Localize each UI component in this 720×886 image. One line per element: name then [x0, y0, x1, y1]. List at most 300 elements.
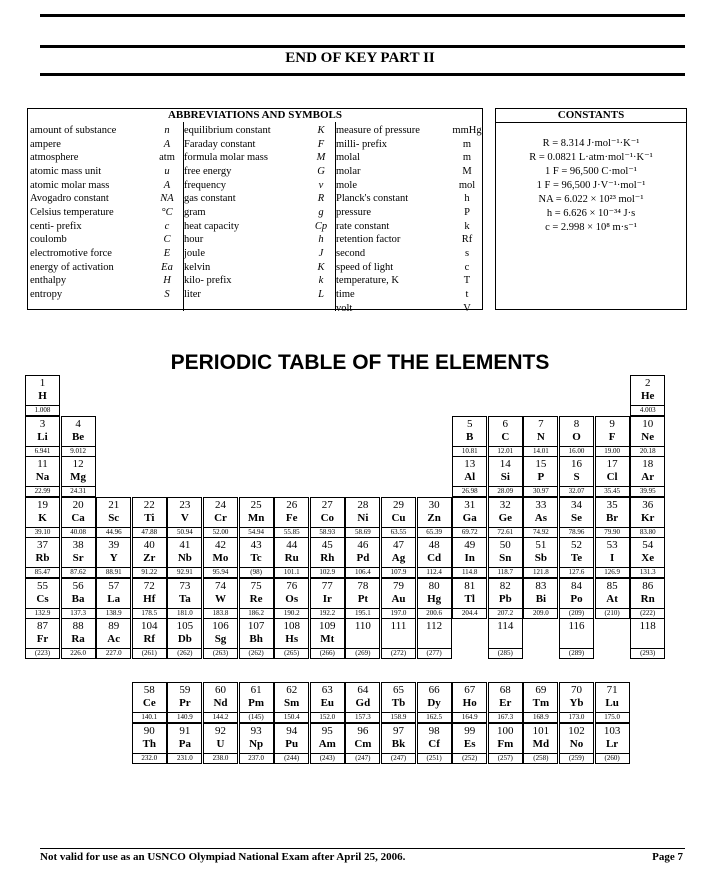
atomic-mass: 12.01 — [489, 446, 522, 456]
element-cell — [345, 578, 380, 619]
abbreviation-symbol: L — [318, 288, 324, 300]
atomic-mass: 58.69 — [346, 527, 379, 537]
atomic-number: 98 — [428, 724, 440, 737]
element-cell — [25, 578, 60, 619]
atomic-mass: 65.39 — [418, 527, 451, 537]
abbreviation-row — [184, 151, 332, 165]
atomic-mass: 190.2 — [275, 608, 308, 618]
atomic-number: 34 — [571, 498, 582, 511]
element-cell — [559, 537, 594, 578]
constant-line: 1 F = 96,500 C·mol⁻¹ — [545, 166, 637, 177]
element-cell — [310, 497, 345, 538]
atomic-number: 107 — [247, 620, 265, 632]
atomic-number: 23 — [179, 498, 191, 511]
atomic-number: 89 — [108, 620, 120, 632]
atomic-mass: 19.00 — [596, 446, 629, 456]
element-cell — [310, 537, 345, 578]
atomic-number: 39 — [108, 539, 120, 551]
element-symbol: Li — [37, 430, 48, 443]
element-cell — [417, 723, 452, 764]
atomic-mass: 186.2 — [240, 608, 273, 618]
abbreviations-column-1 — [30, 124, 178, 302]
atomic-number: 67 — [464, 684, 476, 696]
atomic-number: 79 — [393, 579, 404, 592]
abbreviation-symbol: t — [465, 288, 469, 300]
atomic-mass: 157.3 — [346, 712, 379, 722]
atomic-mass: (265) — [275, 648, 308, 658]
abbreviation-name: molal — [336, 152, 360, 164]
atomic-number: 90 — [143, 724, 155, 737]
element-symbol: Cr — [214, 511, 227, 524]
atomic-number: 3 — [39, 417, 46, 430]
element-cell — [417, 682, 452, 723]
atomic-number: 51 — [535, 539, 547, 551]
element-cell — [488, 497, 523, 538]
atomic-mass: 195.1 — [346, 608, 379, 618]
constant-line: NA = 6.022 × 10²³ mol⁻¹ — [538, 194, 644, 205]
element-cell — [239, 497, 274, 538]
element-symbol: Sn — [499, 552, 512, 564]
abbreviation-symbol: k — [464, 220, 470, 232]
element-cell — [239, 723, 274, 764]
atomic-mass: 102.9 — [311, 567, 344, 577]
abbreviation-row — [30, 288, 178, 302]
atomic-number: 45 — [321, 539, 333, 551]
element-cell — [167, 723, 202, 764]
atomic-number: 38 — [72, 539, 84, 551]
atomic-mass: 4.003 — [631, 405, 664, 415]
abbreviation-symbol: °C — [161, 206, 173, 218]
element-symbol: No — [569, 737, 584, 750]
atomic-number: 111 — [390, 620, 407, 632]
abbreviation-symbol: c — [164, 220, 170, 232]
element-symbol: S — [573, 471, 580, 483]
atomic-mass: 152.0 — [311, 712, 344, 722]
abbreviation-name: kelvin — [184, 261, 211, 273]
element-symbol: Os — [285, 592, 299, 605]
element-cell — [167, 682, 202, 723]
element-cell — [25, 618, 60, 659]
element-cell — [630, 375, 665, 416]
atomic-number: 15 — [535, 458, 547, 470]
abbreviation-row — [336, 124, 482, 138]
atomic-number: 96 — [357, 724, 369, 737]
atomic-mass: 209.0 — [524, 608, 557, 618]
atomic-mass: 58.93 — [311, 527, 344, 537]
element-symbol: Sm — [284, 697, 300, 709]
element-symbol: Sr — [72, 552, 84, 564]
element-symbol: Pm — [248, 697, 265, 709]
element-cell — [523, 416, 558, 457]
element-cell — [25, 537, 60, 578]
element-cell — [25, 456, 60, 497]
abbreviation-symbol: mmHg — [452, 125, 482, 136]
atomic-mass: 88.91 — [97, 567, 130, 577]
element-cell — [595, 416, 630, 457]
element-cell — [452, 723, 487, 764]
atomic-number: 69 — [535, 684, 547, 696]
atomic-number: 57 — [108, 579, 120, 592]
atomic-number: 64 — [357, 684, 369, 696]
atomic-number: 74 — [215, 579, 226, 592]
atomic-mass: 78.96 — [560, 527, 593, 537]
abbreviation-name: measure of pressure — [336, 125, 420, 136]
atomic-mass: 140.9 — [168, 712, 201, 722]
element-cell — [595, 578, 630, 619]
abbreviation-symbol: g — [318, 206, 324, 218]
element-symbol: Re — [249, 592, 263, 605]
atomic-number: 97 — [393, 724, 404, 737]
atomic-number: 12 — [72, 458, 84, 470]
atomic-mass: 158.9 — [382, 712, 415, 722]
abbreviations-box — [27, 108, 483, 314]
atomic-mass: (293) — [631, 648, 664, 658]
atomic-mass: 144.2 — [204, 712, 237, 722]
abbreviation-symbol: c — [464, 261, 470, 273]
element-cell — [239, 578, 274, 619]
element-cell — [559, 682, 594, 723]
atomic-mass: 178.5 — [133, 608, 166, 618]
element-symbol: Si — [500, 471, 510, 483]
atomic-mass: (263) — [204, 648, 237, 658]
atomic-number: 78 — [357, 579, 369, 592]
atomic-mass: 91.22 — [133, 567, 166, 577]
atomic-mass: (243) — [311, 753, 344, 763]
abbreviation-row — [336, 288, 482, 302]
element-cell — [96, 618, 131, 659]
abbreviations-column-2 — [183, 122, 332, 311]
element-symbol: Bk — [391, 737, 406, 750]
atomic-number: 26 — [286, 498, 298, 511]
abbreviation-name: atomic mass unit — [30, 165, 102, 177]
element-cell — [96, 537, 131, 578]
element-cell — [381, 578, 416, 619]
abbreviation-row — [30, 247, 178, 261]
abbreviation-row — [336, 165, 482, 179]
element-cell — [25, 497, 60, 538]
atomic-mass: 52.00 — [204, 527, 237, 537]
abbreviation-row — [336, 247, 482, 261]
abbreviation-name: kilo- prefix — [184, 275, 232, 287]
element-symbol: He — [640, 390, 655, 402]
abbreviation-row — [184, 274, 332, 288]
element-symbol: Md — [532, 737, 550, 750]
element-cell — [132, 578, 167, 619]
element-cell — [559, 416, 594, 457]
element-symbol: Pb — [498, 592, 512, 605]
abbreviation-symbol: J — [318, 247, 324, 259]
atomic-mass: 200.6 — [418, 608, 451, 618]
element-cell — [96, 578, 131, 619]
element-cell — [310, 578, 345, 619]
abbreviation-name: centi- prefix — [30, 220, 82, 232]
element-cell — [61, 416, 96, 457]
abbreviation-symbol: s — [464, 247, 470, 259]
atomic-mass: 22.99 — [26, 486, 59, 496]
atomic-number: 77 — [321, 579, 333, 592]
atomic-number: 100 — [497, 724, 514, 737]
atomic-mass: (247) — [382, 753, 415, 763]
atomic-number: 55 — [37, 579, 48, 592]
element-cell — [630, 578, 665, 619]
element-symbol: Ca — [71, 511, 85, 524]
abbreviation-row — [30, 233, 178, 247]
element-cell — [595, 497, 630, 538]
abbreviation-name: hour — [184, 234, 204, 246]
element-cell — [167, 578, 202, 619]
atomic-number: 35 — [606, 498, 618, 511]
atomic-mass: 162.5 — [418, 712, 451, 722]
abbreviation-row — [184, 138, 332, 152]
atomic-number: 81 — [464, 579, 476, 592]
constants-box — [495, 108, 687, 310]
atomic-mass: 24.31 — [62, 486, 95, 496]
element-cell — [345, 723, 380, 764]
abbreviation-row — [336, 261, 482, 275]
element-symbol: Mg — [70, 471, 87, 483]
atomic-mass: 39.95 — [631, 486, 664, 496]
element-symbol: Hs — [285, 633, 299, 645]
element-cell — [61, 578, 96, 619]
atomic-number: 1 — [39, 377, 46, 389]
element-symbol: Ru — [284, 552, 299, 564]
atomic-mass: 112.4 — [418, 567, 451, 577]
atomic-mass: (262) — [240, 648, 273, 658]
constant-line: R = 8.314 J·mol⁻¹·K⁻¹ — [542, 138, 640, 149]
abbreviation-name: joule — [184, 247, 205, 259]
atomic-mass: 107.9 — [382, 567, 415, 577]
atomic-mass: 140.1 — [133, 712, 166, 722]
element-symbol: Ce — [142, 697, 156, 709]
atomic-number: 71 — [606, 684, 618, 696]
atomic-number: 5 — [466, 417, 473, 430]
atomic-number: 94 — [286, 724, 298, 737]
abbreviation-name: electromotive force — [30, 247, 112, 259]
abbreviation-row — [30, 138, 178, 152]
abbreviation-row — [336, 179, 482, 193]
element-symbol: In — [464, 552, 475, 564]
atomic-number: 29 — [393, 498, 404, 511]
atomic-mass: (260) — [596, 753, 629, 763]
element-symbol: Rb — [35, 552, 50, 564]
atomic-number: 61 — [250, 684, 262, 696]
atomic-mass: 101.1 — [275, 567, 308, 577]
atomic-number: 36 — [642, 498, 654, 511]
abbreviation-symbol: H — [163, 275, 171, 287]
atomic-number: 101 — [532, 724, 550, 737]
abbreviation-row — [184, 247, 332, 261]
element-symbol: Cs — [36, 592, 49, 605]
element-cell — [559, 578, 594, 619]
element-cell — [310, 618, 345, 659]
abbreviation-row — [336, 233, 482, 247]
element-symbol: Zn — [427, 511, 441, 524]
element-cell — [595, 682, 630, 723]
abbreviation-symbol: G — [317, 165, 325, 177]
abbreviation-row — [336, 274, 482, 288]
abbreviation-symbol: mol — [458, 179, 476, 191]
element-symbol: Tc — [250, 552, 262, 564]
element-cell — [559, 618, 594, 659]
abbreviation-symbol: n — [164, 125, 170, 136]
element-symbol: Fm — [497, 737, 514, 750]
abbreviation-symbol: K — [317, 125, 325, 136]
constants-title: CONSTANTS — [496, 109, 686, 123]
element-symbol: Tl — [464, 592, 475, 605]
element-symbol: Nb — [177, 552, 192, 564]
atomic-mass: (261) — [133, 648, 166, 658]
atomic-number: 62 — [286, 684, 298, 696]
atomic-mass: 92.91 — [168, 567, 201, 577]
element-symbol: Ir — [322, 592, 332, 605]
element-cell — [345, 497, 380, 538]
atomic-number: 44 — [286, 539, 298, 551]
atomic-number: 2 — [644, 377, 651, 389]
element-symbol: Yb — [569, 697, 584, 709]
abbreviation-row — [30, 179, 178, 193]
atomic-mass: (210) — [596, 608, 629, 618]
element-symbol: Lr — [605, 737, 619, 750]
abbreviation-name: time — [336, 288, 355, 300]
abbreviation-row — [30, 124, 178, 138]
atomic-mass: (266) — [311, 648, 344, 658]
element-cell — [167, 497, 202, 538]
atomic-mass: (209) — [560, 608, 593, 618]
element-symbol: V — [180, 511, 189, 524]
element-symbol: Rn — [640, 592, 655, 605]
element-cell — [167, 618, 202, 659]
atomic-number: 4 — [75, 417, 81, 430]
element-symbol: O — [572, 430, 581, 443]
abbreviations-column-3 — [335, 122, 482, 314]
abbreviation-symbol: Rf — [461, 234, 473, 246]
element-symbol: Ni — [357, 511, 369, 524]
element-cell — [417, 578, 452, 619]
atomic-number: 31 — [464, 498, 476, 511]
abbreviation-name: atomic molar mass — [30, 179, 110, 191]
atomic-mass: 164.9 — [453, 712, 486, 722]
atomic-number: 19 — [37, 498, 48, 511]
atomic-mass: (252) — [453, 753, 486, 763]
element-cell — [96, 497, 131, 538]
abbreviation-name: enthalpy — [30, 275, 67, 287]
element-cell — [488, 416, 523, 457]
abbreviation-name: retention factor — [336, 234, 401, 246]
element-cell — [488, 537, 523, 578]
element-symbol: Xe — [641, 552, 655, 564]
element-symbol: Pd — [356, 552, 370, 564]
atomic-mass: 192.2 — [311, 608, 344, 618]
atomic-number: 14 — [499, 458, 511, 470]
element-cell — [132, 723, 167, 764]
atomic-mass: 40.08 — [62, 527, 95, 537]
element-symbol: Mt — [320, 633, 335, 645]
element-symbol: Rh — [320, 552, 335, 564]
element-cell — [203, 537, 238, 578]
element-symbol: Ra — [71, 633, 85, 645]
element-symbol: Hg — [427, 592, 442, 605]
element-symbol: Bh — [249, 633, 263, 645]
abbreviation-row — [336, 192, 482, 206]
element-cell — [345, 537, 380, 578]
element-cell — [417, 497, 452, 538]
element-symbol: Se — [571, 511, 582, 524]
atomic-number: 68 — [499, 684, 511, 696]
atomic-number: 65 — [393, 684, 404, 696]
key-title: END OF KEY PART II — [285, 50, 435, 66]
element-symbol: U — [216, 737, 225, 750]
atomic-mass: 10.81 — [453, 446, 486, 456]
abbreviation-symbol: P — [464, 206, 470, 218]
atomic-number: 10 — [642, 417, 654, 430]
atomic-mass: 1.008 — [26, 405, 59, 415]
element-symbol: Sb — [534, 552, 548, 564]
atomic-number: 112 — [426, 620, 443, 632]
element-symbol: Ba — [71, 592, 85, 605]
element-cell — [61, 497, 96, 538]
atomic-number: 22 — [143, 498, 155, 511]
element-cell — [203, 497, 238, 538]
atomic-mass: 114.8 — [453, 567, 486, 577]
atomic-mass: 9.012 — [62, 446, 95, 456]
atomic-number: 118 — [639, 620, 656, 632]
atomic-mass: 232.0 — [133, 753, 166, 763]
atomic-number: 28 — [357, 498, 369, 511]
element-cell — [559, 497, 594, 538]
abbreviation-name: atmosphere — [30, 152, 79, 164]
atomic-number: 48 — [428, 539, 440, 551]
atomic-mass: 44.96 — [97, 527, 130, 537]
atomic-mass: 63.55 — [382, 527, 415, 537]
abbreviation-row — [336, 302, 482, 316]
atomic-number: 47 — [393, 539, 404, 551]
atomic-number: 52 — [571, 539, 582, 551]
atomic-number: 16 — [571, 458, 582, 470]
abbreviation-row — [184, 206, 332, 220]
abbreviation-name: frequency — [184, 179, 226, 191]
element-cell — [488, 682, 523, 723]
element-symbol: Be — [71, 430, 85, 443]
atomic-number: 9 — [609, 417, 615, 430]
element-symbol: Ac — [107, 633, 121, 645]
abbreviation-name: rate constant — [336, 220, 390, 232]
constants-list — [496, 137, 686, 235]
element-cell — [630, 456, 665, 497]
element-symbol: Th — [142, 737, 157, 750]
abbreviation-symbol: F — [317, 138, 325, 150]
element-symbol: Np — [249, 737, 264, 750]
atomic-mass: 131.3 — [631, 567, 664, 577]
periodic-table-title: PERIODIC TABLE OF THE ELEMENTS — [170, 351, 550, 374]
element-cell — [345, 682, 380, 723]
atomic-number: 49 — [464, 539, 476, 551]
element-symbol: Ge — [498, 511, 513, 524]
abbreviation-name: milli- prefix — [336, 138, 388, 150]
atomic-mass: (259) — [560, 753, 593, 763]
abbreviation-symbol: atm — [159, 152, 175, 164]
abbreviation-name: speed of light — [336, 261, 394, 273]
atomic-mass: (285) — [489, 648, 522, 658]
element-cell — [381, 723, 416, 764]
page-number: Page 7 — [652, 851, 683, 863]
abbreviation-name: Celsius temperature — [30, 206, 114, 218]
abbreviation-row — [184, 233, 332, 247]
abbreviation-symbol: m — [462, 138, 472, 150]
element-cell — [559, 456, 594, 497]
element-cell — [488, 578, 523, 619]
atomic-mass: 175.0 — [596, 712, 629, 722]
abbreviation-name: ampere — [30, 138, 61, 150]
